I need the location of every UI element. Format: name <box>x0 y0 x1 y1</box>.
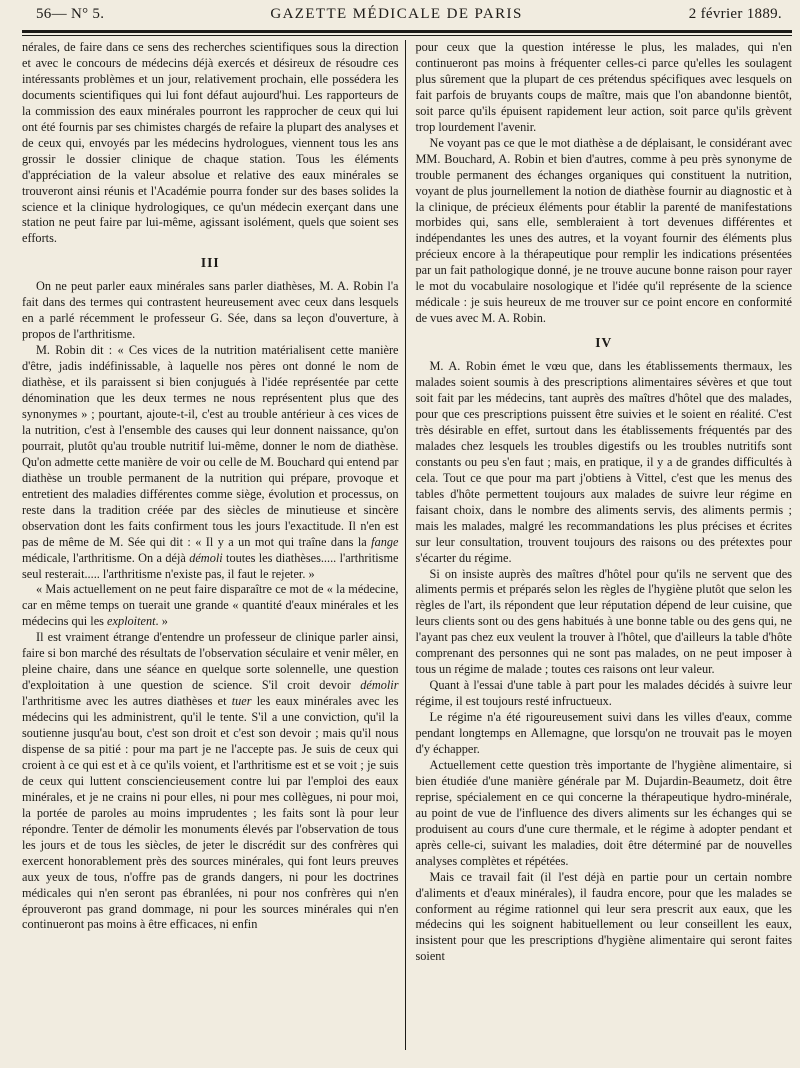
text-run: Il est vraiment étrange d'entendre un professeur de clinique parler ainsi, faire si bon marché des résultats de l'observation séculaire et venir mêler, en pleine chaire, dans une séance en quelque sorte solennelle, une question d'exploitation à une question de science. S'il croit devoir <box>22 630 399 693</box>
text-run: les eaux minérales avec les médecins qui les administrent, qu'il le tente. S'il a une conviction, qu'il la soutienne jusqu'au bout, c'est son droit et c'est son devoir ; mais qu'il nous dispense de sa pitié : pour ma part je ne l'accepte pas. Je suis de ceux qui croient à ce qui est et à ce qu'ils voient, et l'arthritisme est et se voit ; je suis de ceux qui luttent consciencieusement contre lui par l'emploi des eaux minérales, et je ne crains ni pour elles, ni pour mes collègues, ni pour moi, la portée de paroles au moins imprudentes ; les faits sont là pour leur répondre. Tenter de démolir les monuments élevés par l'observation de tous les jours et de tous les siècles, de jeter le discrédit sur des confrères qui exercent honorablement près des sources minérales, qui font leurs preuves aux yeux de tous, n'offre pas de grands dangers, ni pour les doctrines médicales qui n'en seront pas ébranlées, ni pour nos confrères qui n'en éprouveront pas grand dommage, ni pour les sources minérales qui n'en continueront pas moins à être efficaces, ni enfin <box>22 694 399 932</box>
left-column <box>22 40 405 1050</box>
text-run: . » <box>155 614 168 629</box>
paragraph: Actuellement cette question très importante de l'hygiène alimentaire, si bien étudiée d'une manière générale par M. Dujardin-Beaumetz, doit être reprise, spécialement en ce qui concerne la thérapeutique hydro-minérale, au point de vue de l'influence des divers aliments sur les échanges qui se produisent au cours d'une cure thermale, et le régime à adopter pendant et après celle-ci, suivant les maladies, doit être déterminé par de nouvelles analyses complètes et répétées. <box>415 757 792 868</box>
header-rule-thick <box>22 30 792 33</box>
paragraph: pour ceux que la question intéresse le plus, les malades, qui n'en continueront pas moins à fréquenter celles-ci parce qu'elles les soulagent plus sûrement que la plupart de ces prétendus spécifiques avec lesquels on fait parfois de bruyants coups de maître, mais que l'on abandonne bientôt, soit parce qu'ils épuisent rapidement leur action, soit parce qu'ils grèvent trop lourdement l'avenir. <box>415 40 792 134</box>
italic-word: démoli <box>189 550 223 565</box>
paragraph: M. A. Robin émet le vœu que, dans les établissements thermaux, les malades soient soumis à des prescriptions alimentaires sévères et que tout soit fait par les médecins, tant auprès des maîtres d'hôtel que des malades, pour que ces prescriptions puissent être suivies et le soient en réalité. C'est très désirable en effet, surtout dans les établissements fréquentés par des malades chez lesquels les troubles digestifs ou les troubles nutritifs sont constants ou peu s'en faut ; mais, en pratique, il y a de grandes difficultés à cela. Tout ce que pour ma part j'obtiens à Vittel, c'est que les menus des tables d'hôte permettent toujours aux malades de suivre leur régime en faisant choix, dans le nombre des aliments servis, des aliments permis ; mais les malades, malgré les recommandations les plus précises et écrites sur leur consultation, trouvent toujours des raisons ou des prétextes pour s'écarter du régime. <box>415 359 792 565</box>
paragraph: Ne voyant pas ce que le mot diathèse a de déplaisant, le considérant avec MM. Bouchard, A. Robin et bien d'autres, comme à peu près synonyme de trouble permanent des échanges organiques qui constituent la nutrition, voyant de plus journellement la notion de diathèse fournir au diagnostic et à la clinique, de précieux éléments pour établir la parenté de manifestations morbides qui, sans elle, sembleraient à tort devenues différentes et indépendantes les unes des autres, et la voyant fournir des éléments plus précieux encore à la thérapeutique pour remplir les indications présentées par un fait pathologique donné, je ne trouve aucune bonne raison pour rayer le mot du vocabulaire nosologique et l'idée qu'il représente de la science médicale : je suis heureux de me trouver sur ce point encore en conformité de vues avec M. A. Robin. <box>415 135 792 326</box>
section-heading-iv: IV <box>595 335 613 351</box>
journal-title: GAZETTE MÉDICALE DE PARIS <box>270 6 523 22</box>
column-divider <box>405 40 406 1050</box>
page-header <box>22 6 792 28</box>
right-column <box>411 40 792 1050</box>
page-number: 56— N° 5. <box>36 6 105 22</box>
paragraph <box>22 343 399 582</box>
text-run: M. Robin dit : « Ces vices de la nutrition matérialisent cette manière d'être, jadis indéfinissable, à laquelle nos pères ont donné le nom de diathèse, et ils paraissent si bien conjugués à l'idée représentée par cette dénomination que les deux termes ne nous représentent plus que des synonymes » ; pourtant, ajoute-t-il, c'est au trouble antérieur à ces vices de la nutrition, c'est à l'ensemble des causes qui leur donnent naissance, qu'on pourrait, plutôt qu'au trouble nutritif lui-même, donner le nom de diathèse. Qu'on admette cette manière de voir ou celle de M. Bouchard qui entend par diathèse un trouble permanent de la nutrition qui prépare, provoque et entretient des maladies différentes comme siège, évolution et processus, on reste dans la tradition créée par des siècles de minutieuse et sincère observation dont les faits confirment tous les jours l'exactitude. Il n'en est pas de même de M. Sée qui dit : « Il y a un mot qui traîne dans la <box>22 343 399 549</box>
text-run: toutes les diathèses..... l'arthritisme seul resterait..... l'arthritisme n'existe pas, il faut le rejeter. » <box>22 550 399 581</box>
paragraph: Quant à l'essai d'une table à part pour les malades décidés à suivre leur régime, il est toujours resté infructueux. <box>415 678 792 709</box>
italic-word: tuer <box>231 694 252 709</box>
paragraph: nérales, de faire dans ce sens des recherches scientifiques sous la direction et avec le concours de médecins déjà exercés et désireux de résoudre ces intéressants problèmes et un jour, relativement prochain, elle possédera les documents scientifiques qui lui font défaut aujourd'hui. Les rapporteurs de la commission des eaux minérales pourront les rapprocher de ceux qui lui ont été fournis par ses chimistes chargés de refaire la plupart des analyses et de ceux qui, envoyés par les médecins hydrologues, viennent tous les ans grossir le dossier clinique de chaque station. Tous les éléments d'appréciation de la valeur absolue et relative des eaux minérales se trouveront ainsi réunis et l'Académie pourra fonder sur des bases solides la science et la clinique hydrologiques, ce qu'un médecin exerçant dans une station ne peut faire par lui-même, agissant isolément, quels que soient ses efforts. <box>22 40 399 246</box>
paragraph: Si on insiste auprès des maîtres d'hôtel pour qu'ils ne servent que des aliments permis et préparés selon les règles de l'hygiène plutôt que selon les règles de l'art, ils répondent que leur réputation dépend de leur cuisine, que leurs clients sont ou des gens habitués à une bonne table ou des gens qui, ne l'ayant pas chez eux veulent la trouver à l'hôtel, que d'ailleurs la table d'hôte comprenant des personnes qui ne sont pas malades, on ne peut imposer à tous un régime de malade ; toutes ces raisons ont leur valeur. <box>415 566 792 677</box>
text-run: l'arthritisme avec les autres diathèses et <box>22 694 232 709</box>
paragraph: On ne peut parler eaux minérales sans parler diathèses, M. A. Robin l'a fait dans des termes qui contrastent heureusement avec ceux dans lesquels en a parlé récemment le professeur G. Sée, dans sa leçon d'ouverture, à propos de l'arthritisme. <box>22 279 399 342</box>
italic-word: démolir <box>360 678 399 693</box>
paragraph: Le régime n'a été rigoureusement suivi dans les villes d'eaux, comme pendant longtemps en Allemagne, que lorsqu'on ne trouvait pas le moyen d'y échapper. <box>415 710 792 756</box>
text-run: médicale, l'arthritisme. On a déjà <box>22 550 190 565</box>
header-rule-thin <box>22 35 792 36</box>
italic-word: exploitent <box>107 614 156 629</box>
article-columns <box>22 40 792 1050</box>
italic-word: fange <box>371 534 399 549</box>
issue-date: 2 février 1889. <box>688 6 782 22</box>
paragraph: Mais ce travail fait (il l'est déjà en partie pour un certain nombre d'aliments et d'eaux minérales), il faudra encore, pour que les malades se conforment au régime rationnel qui leur sera prescrit aux eaux, que les médecins qui les soignent habituellement ou leur conseillent les eaux, insistent pour que les prescriptions d'hygiène alimentaire qui seront faites soient <box>415 869 792 964</box>
text-run: « Mais actuellement on ne peut faire disparaître ce mot de « la médecine, car en même temps on tuerait une grande « quantité d'eaux minérales et les médecins qui les <box>22 582 399 629</box>
paragraph <box>22 582 399 630</box>
paragraph <box>22 630 399 933</box>
section-heading-iii: III <box>200 255 220 271</box>
